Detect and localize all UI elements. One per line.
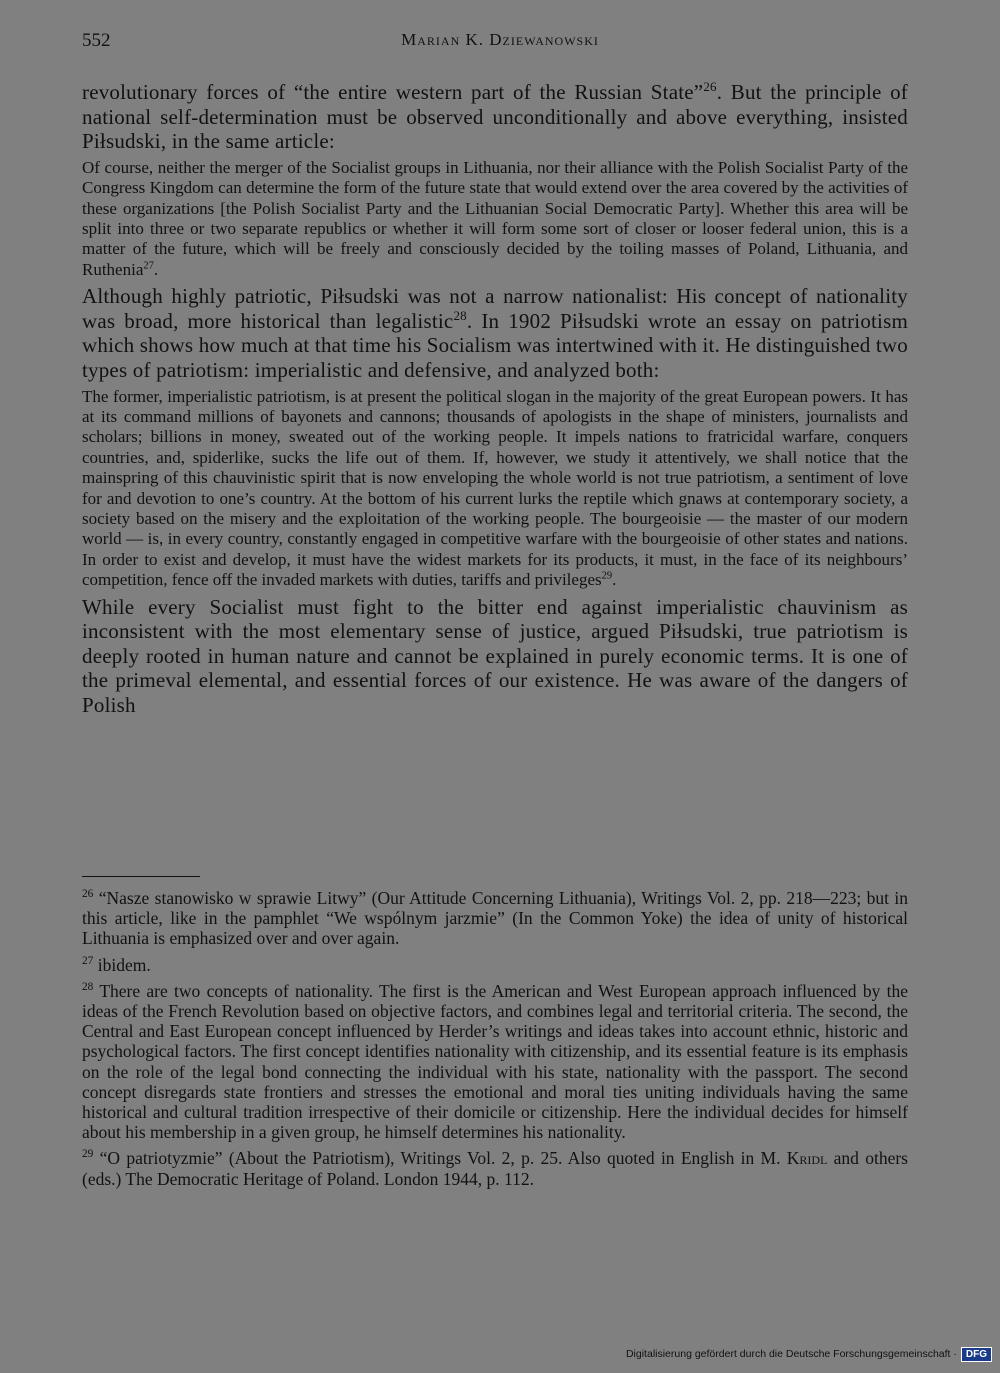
paragraph-2: [82, 284, 908, 382]
credit-text: Digitalisierung gefördert durch die Deutsche Forschungsgemeinschaft ·: [625, 1348, 957, 1360]
block-quote-2: [82, 387, 908, 591]
footnote-29: [82, 1148, 908, 1188]
footnote-ref-27: 27: [143, 260, 154, 272]
footnote-text: and others (eds.) The Democratic Heritage of Poland. London 1944, p. 112.: [82, 1148, 908, 1189]
footnote-number: 27: [82, 954, 94, 967]
paragraph-text: . But the principle of national self-determination must be observed unconditionally and above everything, insisted Piłsudski, in the same article:: [82, 80, 908, 154]
footnote-ref-26: 26: [703, 79, 717, 94]
footnote-text: There are two concepts of nationality. The first is the American and West European approach influenced by the ideas of the French Revolution based on objective factors, and combines legal and territorial criteria. The second, the Central and East European concept influenced by Herder’s writings and ideas takes into account ethnic, historic and psychological factors. The first concept identifies nationality with citizenship, and its essential feature is its emphasis on the role of the legal bond connecting the individual with his state, nationality with the passport. The second concept disregards state frontiers and stresses the emotional and moral ties uniting individuals having the same historical and cultural tradition irrespective of their domicile or citizenship. Here the individual decides for himself about his membership in a given group, he himself determines his nationality.: [82, 980, 908, 1143]
paragraph-text: . In 1902 Piłsudski wrote an essay on patriotism which shows how much at that time his Socialism was intertwined with it. He distinguished two types of patriotism: imperialistic and defensive, and analyzed both:: [82, 308, 908, 382]
digitization-credit: [626, 1345, 992, 1363]
running-head: Marian K. Dziewanowski: [401, 30, 599, 49]
footnote-26: [82, 888, 908, 949]
dfg-logo-icon: DFG: [961, 1347, 992, 1362]
paragraph-3: While every Socialist must fight to the bitter end against imperialistic chauvinism as inconsistent with the most elementary sense of justice, argued Piłsudski, true patriotism is deeply rooted in human nature and cannot be explained in purely economic terms. It is one of the primeval elemental, and essential forces of our existence. He was aware of the dangers of Polish: [82, 594, 908, 718]
footnote-text: ibidem.: [93, 954, 151, 975]
quote-text: Of course, neither the merger of the Socialist groups in Lithuania, nor their alliance with the Polish Socialist Party of the Congress Kingdom can determine the form of the future state that would extend over the area covered by the activities of these organizations [the Polish Socialist Party and the Lithuanian Social Democratic Party]. Whether this area will be split into three or two separate republics or whether it will form some sort of closer or looser federal union, this is a matter of the future, which will be freely and consciously decided by the toiling masses of Poland, Lithuania, and Ruthenia: [82, 157, 908, 279]
page-number: 552: [82, 30, 111, 51]
footnote-number: 26: [82, 888, 94, 901]
block-quote-1: [82, 158, 908, 280]
paragraph-text: Although highly patriotic, Piłsudski was not a narrow nationalist: His concept of nationality was broad, more historical than legalistic: [82, 284, 908, 333]
main-text: [82, 80, 908, 718]
footnote-text: “O patriotyzmie” (About the Patriotism), Writings Vol. 2, p. 25. Also quoted in English in M.: [93, 1148, 787, 1169]
footnotes: [82, 888, 908, 1195]
footnote-number: 28: [82, 980, 94, 993]
footnote-ref-28: 28: [453, 307, 467, 323]
author-name: Kridl: [786, 1148, 828, 1169]
footnote-28: [82, 981, 908, 1143]
page-header: [82, 30, 918, 58]
footnote-27: [82, 955, 908, 975]
quote-text: The former, imperialistic patriotism, is at present the political slogan in the majority of the great European powers. It has at its command millions of bayonets and cannons; thousands of apologists in the shape of ministers, journalists and scholars; billions in money, sweated out of the working people. It impels nations to fratricidal warfare, conquers countries, and, spiderlike, sucks the life out of them. If, however, we study it attentively, we shall notice that the mainspring of this chauvinistic spirit that is now enveloping the whole world is not true patriotism, a sentiment of love for and devotion to one’s country. At the bottom of his current lurks the reptile which gnaws at contemporary society, a society based on the misery and the exploitation of the working people. The bourgeoisie — the master of our modern world — is, in every country, constantly engaged in competitive warfare with the bourgeoisie of other states and nations. In order to exist and develop, it must have the widest markets for its products, it must, in the face of its neighbours’ competition, fence off the invaded markets with duties, tariffs and privileges: [82, 386, 908, 590]
footnote-rule: [82, 876, 200, 877]
quote-text: .: [153, 259, 159, 279]
paragraph-text: revolutionary forces of “the entire western part of the Russian State”: [82, 80, 704, 104]
footnote-text: “Nasze stanowisko w sprawie Litwy” (Our Attitude Concerning Lithuania), Writings Vol. 2, pp. 218—223; but in this article, like in the pamphlet “We wspólnym jarzmie” (In the Common Yoke) the idea of unity of historical Lithuania is emphasized over and over again.: [82, 888, 908, 949]
footnote-ref-29: 29: [601, 570, 613, 582]
footnote-number: 29: [82, 1148, 94, 1161]
quote-text: .: [612, 570, 617, 590]
paragraph-1: [82, 80, 908, 154]
